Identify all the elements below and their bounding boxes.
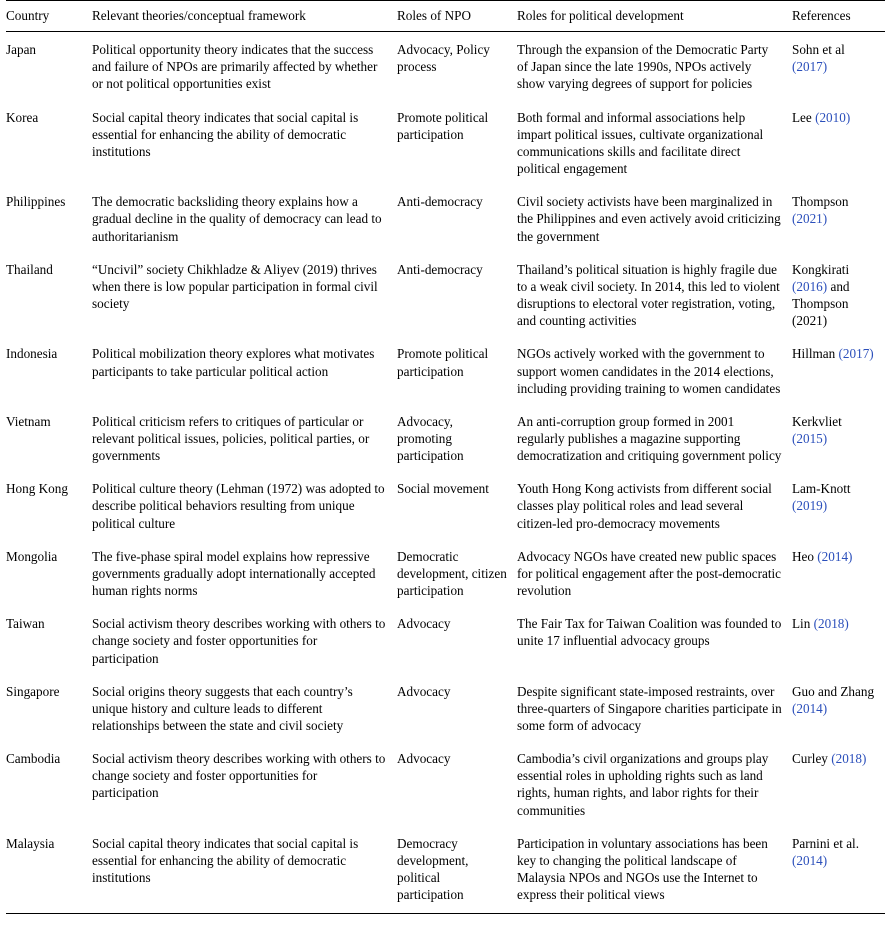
table-row (6, 607, 885, 674)
cell-theory: Political criticism refers to critiques of particular or relevant political issues, policies, political parties, or governments (92, 413, 370, 464)
cell-theory: “Uncivil” society Chikhladze & Aliyev (2019) thrives when there is low popular participation in formal civil society (92, 261, 378, 312)
table-row (6, 540, 885, 607)
cell-theory: Social activism theory describes working with others to change society and foster opportunities for participation (92, 751, 386, 801)
cell-roles: Advocacy (397, 751, 451, 767)
table-header-row (6, 1, 885, 32)
cell-country: Taiwan (6, 616, 45, 632)
reference-tail: and Thompson (2021) (792, 278, 850, 329)
table-row (6, 827, 885, 914)
table-row (6, 253, 885, 338)
cell-reference (792, 827, 885, 914)
cell-country: Korea (6, 109, 39, 125)
cell-political-development: Youth Hong Kong activists from different social classes play political roles and lead several citizen-led pro-democracy movements (517, 481, 772, 531)
cell-roles: Advocacy (397, 683, 451, 699)
table-body (6, 32, 885, 914)
cell-political-development: Both formal and informal associations help impart political issues, cultivate organizational communications skills and facilitate direct political engagement (517, 109, 764, 177)
cell-reference (792, 540, 885, 607)
cell-reference (792, 472, 885, 539)
cell-theory: Social activism theory describes working with others to change society and foster opportunities for participation (92, 616, 386, 666)
table-row (6, 185, 885, 252)
cell-political-development: Through the expansion of the Democratic Party of Japan since the late 1990s, NPOs actively show varying degrees of support for policies (517, 42, 769, 92)
cell-country: Philippines (6, 194, 66, 210)
cell-country: Hong Kong (6, 481, 68, 497)
cell-theory: Social capital theory indicates that social capital is essential for enhancing the ability of democratic institutions (92, 109, 359, 159)
column-header-political-development: Roles for political development (517, 1, 792, 32)
cell-roles: Democracy development, political participation (397, 835, 469, 903)
cell-political-development: Advocacy NGOs have created new public spaces for political engagement after the post-democratic revolution (517, 548, 782, 599)
cell-country: Cambodia (6, 751, 61, 767)
cell-political-development: Thailand’s political situation is highly fragile due to a weak civil society. In 2014, this led to violent disruptions to electoral voter registration, voting, and counting activities (517, 261, 780, 329)
cell-reference (792, 253, 885, 338)
cell-reference (792, 405, 885, 472)
reference-year-link[interactable]: (2017) (838, 346, 874, 362)
table-bottom-rule (6, 914, 885, 915)
column-header-country: Country (6, 1, 92, 32)
reference-author: Lin (792, 616, 814, 632)
reference-author: Guo and Zhang (792, 683, 875, 699)
cell-roles: Promote political participation (397, 109, 489, 142)
reference-author: Lam-Knott (792, 481, 851, 497)
reference-year-link[interactable]: (2019) (792, 498, 828, 514)
cell-reference (792, 607, 885, 674)
cell-theory: The democratic backsliding theory explains how a gradual decline in the quality of democracy can lead to authoritarianism (92, 194, 382, 244)
cell-country: Japan (6, 42, 37, 58)
reference-author: Curley (792, 751, 832, 767)
cell-political-development: Cambodia’s civil organizations and groups play essential roles in upholding rights such as land rights, human rights, and labor rights for their communities (517, 751, 769, 818)
cell-roles: Advocacy, Policy process (397, 42, 490, 75)
cell-political-development: The Fair Tax for Taiwan Coalition was founded to unite 17 influential advocacy groups (517, 616, 782, 649)
cell-political-development: Civil society activists have been marginalized in the Philippines and even actively avoid criticizing the government (517, 194, 781, 244)
reference-author: Heo (792, 548, 818, 564)
cell-roles: Advocacy (397, 616, 451, 632)
reference-year-link[interactable]: (2016) (792, 278, 828, 294)
reference-year-link[interactable]: (2018) (831, 751, 867, 767)
column-header-theory: Relevant theories/conceptual framework (92, 1, 397, 32)
cell-political-development: Despite significant state-imposed restraints, over three-quarters of Singapore charities participate in some form of advocacy (517, 683, 782, 733)
reference-author: Hillman (792, 346, 839, 362)
cell-theory: Social capital theory indicates that social capital is essential for enhancing the ability of democratic institutions (92, 835, 359, 886)
cell-roles: Promote political participation (397, 346, 489, 379)
reference-author: Parnini et al. (792, 835, 860, 851)
reference-author: Lee (792, 109, 816, 125)
reference-year-link[interactable]: (2021) (792, 211, 828, 227)
cell-reference (792, 101, 885, 186)
cell-country: Thailand (6, 261, 53, 277)
reference-year-link[interactable]: (2014) (817, 548, 853, 564)
reference-author: Kerkvliet (792, 413, 842, 429)
cell-roles: Social movement (397, 481, 489, 497)
cell-theory: Political opportunity theory indicates that the success and failure of NPOs are primarily affected by whether or not political opportunities exist (92, 42, 378, 92)
column-header-references: References (792, 1, 885, 32)
table-row (6, 337, 885, 404)
table-row (6, 742, 885, 827)
cell-theory: Political mobilization theory explores what motivates participants to take particular political action (92, 346, 375, 379)
reference-author: Kongkirati (792, 261, 850, 277)
cell-roles: Democratic development, citizen participation (397, 548, 507, 599)
reference-author: Thompson (792, 194, 849, 210)
cell-country: Mongolia (6, 548, 58, 564)
reference-year-link[interactable]: (2018) (813, 616, 849, 632)
cell-roles: Advocacy, promoting participation (397, 413, 464, 464)
table-row (6, 675, 885, 742)
reference-year-link[interactable]: (2014) (792, 852, 828, 868)
comparison-table (6, 0, 885, 914)
table-row (6, 101, 885, 186)
cell-country: Singapore (6, 683, 60, 699)
cell-country: Indonesia (6, 346, 58, 362)
cell-political-development: An anti-corruption group formed in 2001 regularly publishes a magazine supporting democratization and critiquing government policy (517, 413, 782, 464)
table-footer (6, 914, 885, 915)
cell-roles: Anti-democracy (397, 261, 483, 277)
cell-reference (792, 742, 885, 827)
cell-reference (792, 337, 885, 404)
cell-reference (792, 185, 885, 252)
cell-theory: Political culture theory (Lehman (1972) was adopted to describe political behaviors resulting from unique political culture (92, 481, 385, 531)
table-row (6, 32, 885, 101)
cell-theory: The five-phase spiral model explains how repressive governments gradually adopt internationally accepted human rights norms (92, 548, 376, 599)
reference-author: Sohn et al (792, 42, 845, 58)
column-header-roles-of-npo: Roles of NPO (397, 1, 517, 32)
cell-political-development: Participation in voluntary associations has been key to changing the political landscape of Malaysia NPOs and NGOs use the Internet to express their political views (517, 835, 768, 903)
cell-reference (792, 32, 885, 101)
reference-year-link[interactable]: (2015) (792, 430, 828, 446)
cell-reference (792, 675, 885, 742)
reference-year-link[interactable]: (2014) (792, 700, 828, 716)
table-row (6, 472, 885, 539)
table-row (6, 405, 885, 472)
reference-year-link[interactable]: (2010) (815, 109, 851, 125)
reference-year-link[interactable]: (2017) (792, 59, 828, 75)
cell-political-development: NGOs actively worked with the government to support women candidates in the 2014 elections, including providing training to women candidates (517, 346, 781, 396)
table-header (6, 1, 885, 32)
cell-theory: Social origins theory suggests that each country’s unique history and culture leads to different relationships between the state and civil society (92, 683, 353, 733)
cell-country: Vietnam (6, 413, 51, 429)
cell-country: Malaysia (6, 835, 55, 851)
cell-roles: Anti-democracy (397, 194, 483, 210)
